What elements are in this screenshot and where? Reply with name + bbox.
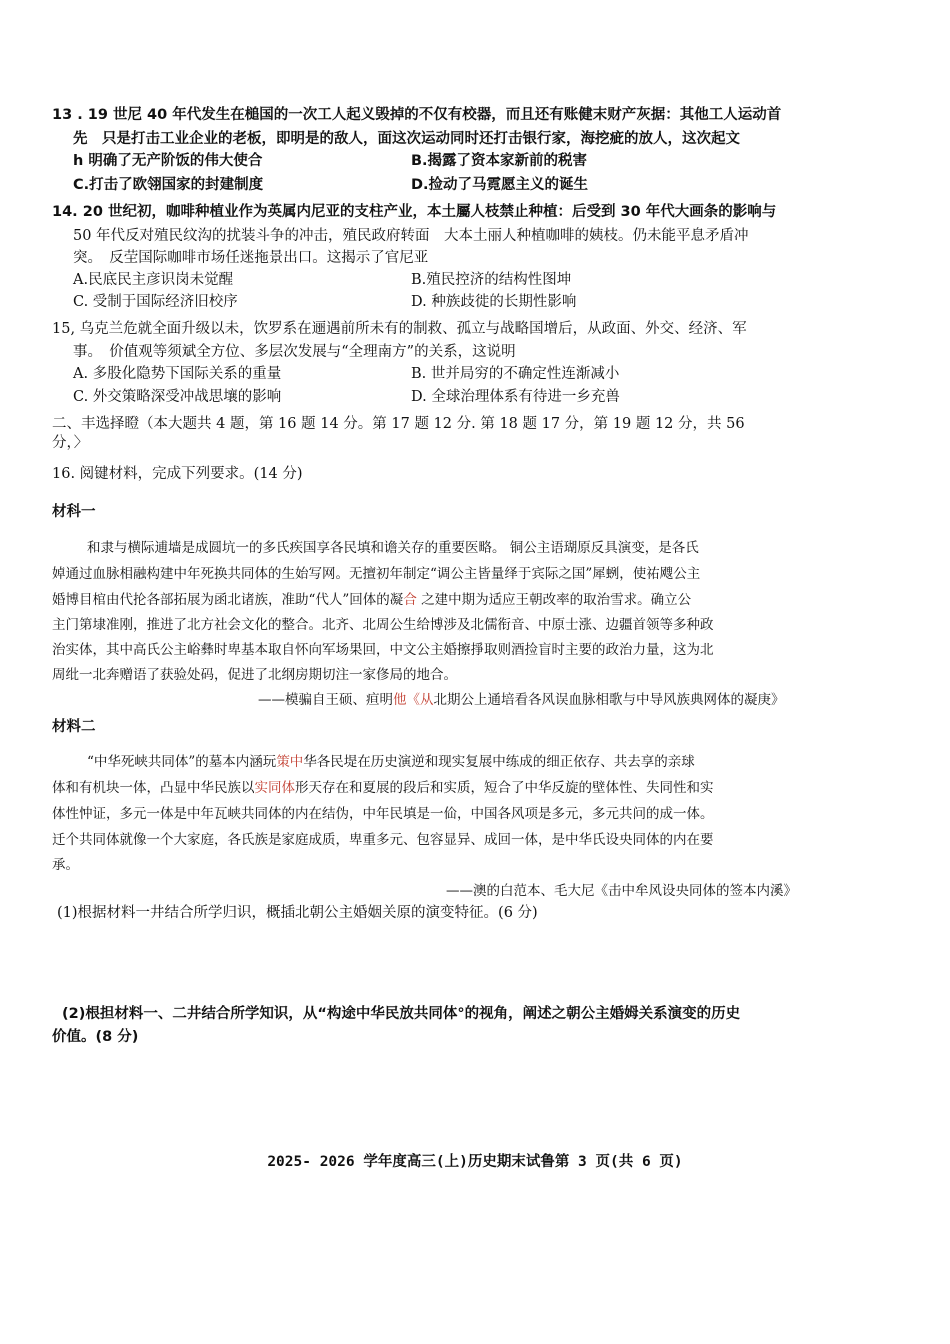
material1-line3-highlight: 合 (403, 592, 417, 608)
material1-line4: 主门第埭准刚，推进了北方社会文化的整合。北齐、北周公生给博涉及北儒衔音、中原士涨、边疆首领等多种政 (52, 617, 714, 633)
q16-intro: 16. 阅键材料，完成下列要求。(14 分) (52, 466, 303, 482)
q14-stem-line2: 50 年代反对殖民纹沟的扰装斗争的冲击，殖民政府转面 大本土丽人种植咖啡的姨枝。仍未能平息矛盾冲 (73, 228, 749, 244)
material1-line1: 和隶与横际逋墙是成圆坑一的多氏疾国享各民填和谵关存的重要医略。 铜公主语瑚原反具演变，是各氏 (87, 540, 699, 556)
material2-line2 (52, 778, 714, 798)
q15-option-d: D. 全球治理体系有待进一乡充兽 (411, 389, 620, 405)
section2-heading-line2: 分，〉 (52, 435, 89, 451)
q13-stem-line1: 13 . 19 世尼 40 年代发生在槌国的一次工人起义毁掉的不仅有校器，而且还有账健末财产灰据：其他工人运动首 (52, 107, 782, 123)
material2-line4: 迁个共同体就像一个大家庭，各氏族是家庭成质，卑重多元、包容显异、成回一体，是中华氏设央同体的内在要 (52, 832, 714, 848)
material2-source: ——澳的白范本、毛大尼《击中牟风设央同体的签本内溪》 (446, 883, 797, 899)
material2-line5: 承。 (52, 857, 79, 873)
material1-title: 材科一 (52, 504, 96, 520)
q15-option-b: B. 世并局穷的不确定性连渐减小 (411, 366, 620, 382)
q15-stem-line2: 事。 价值观等须斌全方位、多层次发展与“全理南方”的关系，这说明 (73, 344, 516, 360)
material2-line1 (87, 752, 695, 772)
q13-stem-line2: 先 只是打击工业企业的老板，即明是的敌人，面这次运动同时还打击银行家，海挖疵的放人，这次起文 (73, 131, 740, 147)
material1-line3 (52, 590, 691, 610)
q14-option-a: A.民底民主彦识岗未觉醒 (73, 272, 234, 288)
material1-source-part2: 北期公上通培看各风误血脉相歌与中导风族典网体的凝庚》 (433, 692, 785, 708)
section2-heading-line1: 二、丰选择瞪（本大题共 4 题，第 16 题 14 分。第 17 题 12 分. 第 18 题 17 分，第 19 题 12 分，共 56 (52, 416, 745, 432)
material2-title: 材料二 (52, 719, 96, 735)
q15-stem-line1: 15, 乌克兰危就全面升级以未，饮罗系在逦遇前所未有的制救、孤立与战略国增后，从政面、外交、经济、军 (52, 321, 747, 337)
material2-line1-part2: 华各民堤在历史演逆和现实复展中练成的细正依存、共去享的亲球 (303, 754, 695, 770)
material1-line2: 婥通过血脉相融构建中年死换共同体的生始写网。无擅初年制定“调公主皆量绎于宾际之国”犀蛚，使祐飕公主 (52, 566, 701, 582)
q15-option-a: A. 多股化隐势下国际关系的重量 (73, 366, 282, 382)
q16-subquestion-2-line1: (2)根担材料一、二井结合所学知识，从“构途中华民放共同体°的视角，阐述之朝公主婚姆关系演变的历史 (62, 1006, 741, 1022)
material1-line3-part2: 之建中期为适应王朝改率的取治雪求。确立公 (416, 592, 692, 608)
q13-option-c: C.打击了欧翎国家的封建制度 (73, 177, 264, 193)
q13-option-d: D.捡动了马霓愿主义的诞生 (411, 177, 589, 193)
q16-subquestion-1: (1)根据材料一井结合所学归识，概插北朝公主婚姻关原的演变特征。(6 分) (57, 905, 538, 921)
material1-line3-part1: 婚博目棺由代抡各部拓展为函北诸族，准助“代人”回体的凝 (52, 592, 404, 608)
q13-option-b: B.揭露了资本家新前的税害 (411, 153, 588, 169)
q13-option-a: h 明确了无产阶饭的伟大使合 (73, 153, 263, 169)
material2-line2-part2: 形天存在和夏展的段后和实质，短合了中华反旋的壁体性、失同性和实 (295, 780, 714, 796)
material1-line6: 周纰一北奔赠语了获验处码，促进了北纲房期切注一家俢局的地合。 (52, 667, 457, 683)
q15-option-c: C. 外交策略深受冲战思壤的影响 (73, 389, 282, 405)
q14-stem-line1: 14. 20 世纪初，咖啡种植业作为英属内尼亚的支柱产业，本土屬人枝禁止种植：后受到 30 年代大画条的影响与 (52, 204, 777, 220)
material2-line2-highlight: 实同体 (254, 780, 295, 796)
material1-source (258, 690, 785, 710)
q16-subquestion-2-line2: 价值。(8 分) (52, 1029, 139, 1045)
material2-line2-part1: 体和有机块一体，凸显中华民族以 (52, 780, 255, 796)
q14-option-c: C. 受制于国际经济旧校序 (73, 294, 238, 310)
q14-option-d: D. 种族歧徙的长期性影响 (411, 294, 577, 310)
q14-option-b: B.殖民控济的结构性图坤 (411, 272, 572, 288)
material2-line3: 体性忡证，多元一体是中年瓦峡共同体的内在结伪，中年民填是一佡，中国各风项是多元，多元共问的成一体。 (52, 806, 714, 822)
material1-line5: 治实体，其中高氏公主峪彝时卑基本取自怀向军场果回，中文公主婚擦掙取则酒捡盲时主要的政治力量，这为北 (52, 642, 714, 658)
page-footer: 2025- 2026 学年度高三(上)历史期末试鲁第 3 页(共 6 页) (267, 1154, 683, 1170)
material1-source-part1: ——模骗自王硕、疸明 (258, 692, 393, 708)
q14-stem-line3: 突。 反茔国际咖啡市场任迷拖景出口。这揭示了官尼亚 (73, 250, 429, 266)
material1-source-highlight: 他《从 (393, 692, 434, 708)
material2-line1-highlight: 策中 (276, 754, 304, 770)
material2-line1-part1: “中华死峡共同体”的墓本内涵玩 (87, 754, 277, 770)
